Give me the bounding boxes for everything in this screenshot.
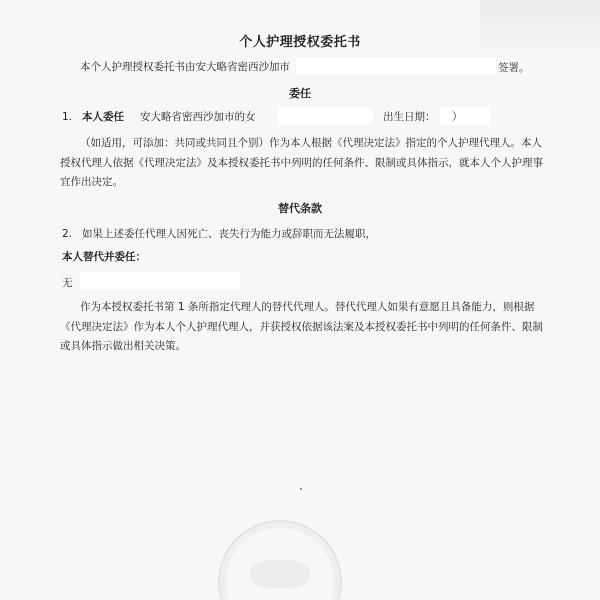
item2-text: 如果上述委任代理人因死亡、丧失行为能力或辞职而无法履职，: [82, 228, 376, 240]
document-title: 个人护理授权委托书: [239, 35, 361, 50]
intro-text: 本个人护理授权委托书由安大略省密西沙加市: [80, 61, 290, 73]
faded-seal-center: [250, 560, 310, 588]
paragraph-substitution: 作为本授权委托书第 1 条所指定代理人的替代代理人。替代代理人如果有意愿且具备能力，则根据《代理决定法》作为本人个人护理代理人，并获授权依据该法案及本授权委托书中列明的任何条件、限制或具体指示做出相关决策。: [60, 301, 543, 352]
substitute-value: 无: [62, 277, 73, 289]
section-heading-substitution: 替代条款: [278, 202, 322, 215]
redacted-dob: [440, 107, 490, 125]
redacted-substitute: [80, 272, 240, 290]
item2-number: 2.: [62, 228, 73, 240]
scan-shadow: [480, 0, 600, 60]
intro-tail-text: 签署。: [498, 62, 530, 74]
paragraph-appointment: （如适用，可添加：共同或共同且个别）作为本人根据《代理决定法》指定的个人护理代理人。本人授权代理人依据《代理决定法》及本授权委托书中列明的任何条件、限制或具体指示，就本人个人护理事宜作出决定。: [60, 137, 543, 188]
item1-bold-label: 本人委任: [82, 111, 124, 123]
item1-number: 1.: [62, 111, 73, 123]
scan-speck: [300, 488, 302, 490]
redacted-agent-name: [278, 107, 373, 125]
section-heading-appointment: 委任: [289, 87, 311, 100]
item1-dob-label: 出生日期：: [383, 111, 436, 123]
item1-text: 安大略省密西沙加市的女: [140, 111, 256, 123]
item1-close-paren: ）: [452, 111, 463, 123]
substitute-heading: 本人替代并委任：: [62, 251, 146, 263]
redacted-name-intro: [296, 57, 496, 75]
